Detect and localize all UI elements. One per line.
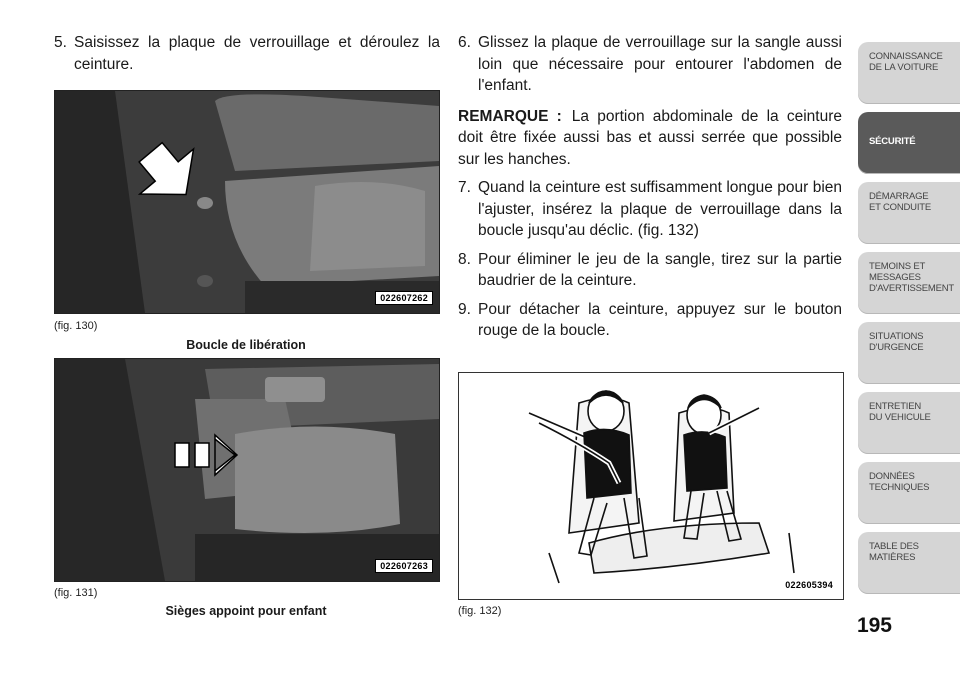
booster-seat-illustration bbox=[55, 359, 439, 581]
tab-connaissance[interactable]: CONNAISSANCE DE LA VOITURE bbox=[858, 42, 960, 104]
step-text: Saisissez la plaque de verrouillage et déroulez la ceinture. bbox=[74, 34, 440, 73]
step-text: Quand la ceinture est suffisamment longue pour bien l'ajuster, insérez la plaque de verrouillage dans la boucle jusqu'au déclic. (fig. 132) bbox=[478, 179, 842, 239]
step-number: 7. bbox=[458, 179, 471, 196]
remark-text: La portion abdominale de la ceinture doit être fixée aussi bas et aussi serrée que possible sur les hanches. bbox=[458, 107, 842, 168]
figure-caption: Boucle de libération bbox=[186, 338, 306, 352]
figure-code: 022607263 bbox=[375, 559, 433, 573]
figure-131-photo bbox=[54, 358, 440, 582]
remark bbox=[458, 106, 842, 171]
section-tabs bbox=[858, 0, 960, 678]
figure-130-photo bbox=[54, 90, 440, 314]
tab-table[interactable]: TABLE DES MATIÈRES bbox=[858, 532, 960, 594]
figure-code: 022605394 bbox=[785, 580, 833, 590]
step-number: 5. bbox=[54, 34, 67, 51]
page-number: 195 bbox=[856, 614, 892, 637]
step-6 bbox=[458, 32, 842, 97]
tab-entretien[interactable]: ENTRETIEN DU VEHICULE bbox=[858, 392, 960, 454]
step-text: Pour éliminer le jeu de la sangle, tirez sur la partie baudrier de la ceinture. bbox=[478, 250, 842, 289]
figure-number: (fig. 130) bbox=[54, 320, 98, 332]
step-7 bbox=[458, 177, 842, 242]
remark-label: REMARQUE : bbox=[458, 107, 562, 125]
tab-temoins[interactable]: TEMOINS ET MESSAGES D'AVERTISSEMENT bbox=[858, 252, 960, 314]
step-5 bbox=[54, 32, 440, 75]
step-8 bbox=[458, 249, 842, 292]
step-number: 6. bbox=[458, 34, 471, 51]
figure-code: 022607262 bbox=[375, 291, 433, 305]
figure-caption: Sièges appoint pour enfant bbox=[165, 604, 327, 618]
step-text: Pour détacher la ceinture, appuyez sur le bouton rouge de la boucle. bbox=[478, 300, 842, 339]
tab-demarrage[interactable]: DÉMARRAGE ET CONDUITE bbox=[858, 182, 960, 244]
step-9 bbox=[458, 299, 842, 342]
figure-number: (fig. 132) bbox=[458, 605, 502, 617]
tab-securite[interactable]: SÉCURITÉ bbox=[858, 112, 960, 174]
step-number: 8. bbox=[458, 250, 471, 268]
figure-number: (fig. 131) bbox=[54, 587, 98, 599]
right-column-text bbox=[458, 32, 842, 342]
figure-132-illustration bbox=[458, 372, 844, 600]
seat-release-illustration bbox=[55, 91, 439, 313]
step-number: 9. bbox=[458, 300, 471, 318]
children-in-booster-seats-drawing bbox=[459, 373, 843, 599]
tab-situations[interactable]: SITUATIONS D'URGENCE bbox=[858, 322, 960, 384]
step-text: Glissez la plaque de verrouillage sur la sangle aussi loin que nécessaire pour entourer l'abdomen de l'enfant. bbox=[478, 34, 842, 94]
tab-donnees[interactable]: DONNÉES TECHNIQUES bbox=[858, 462, 960, 524]
